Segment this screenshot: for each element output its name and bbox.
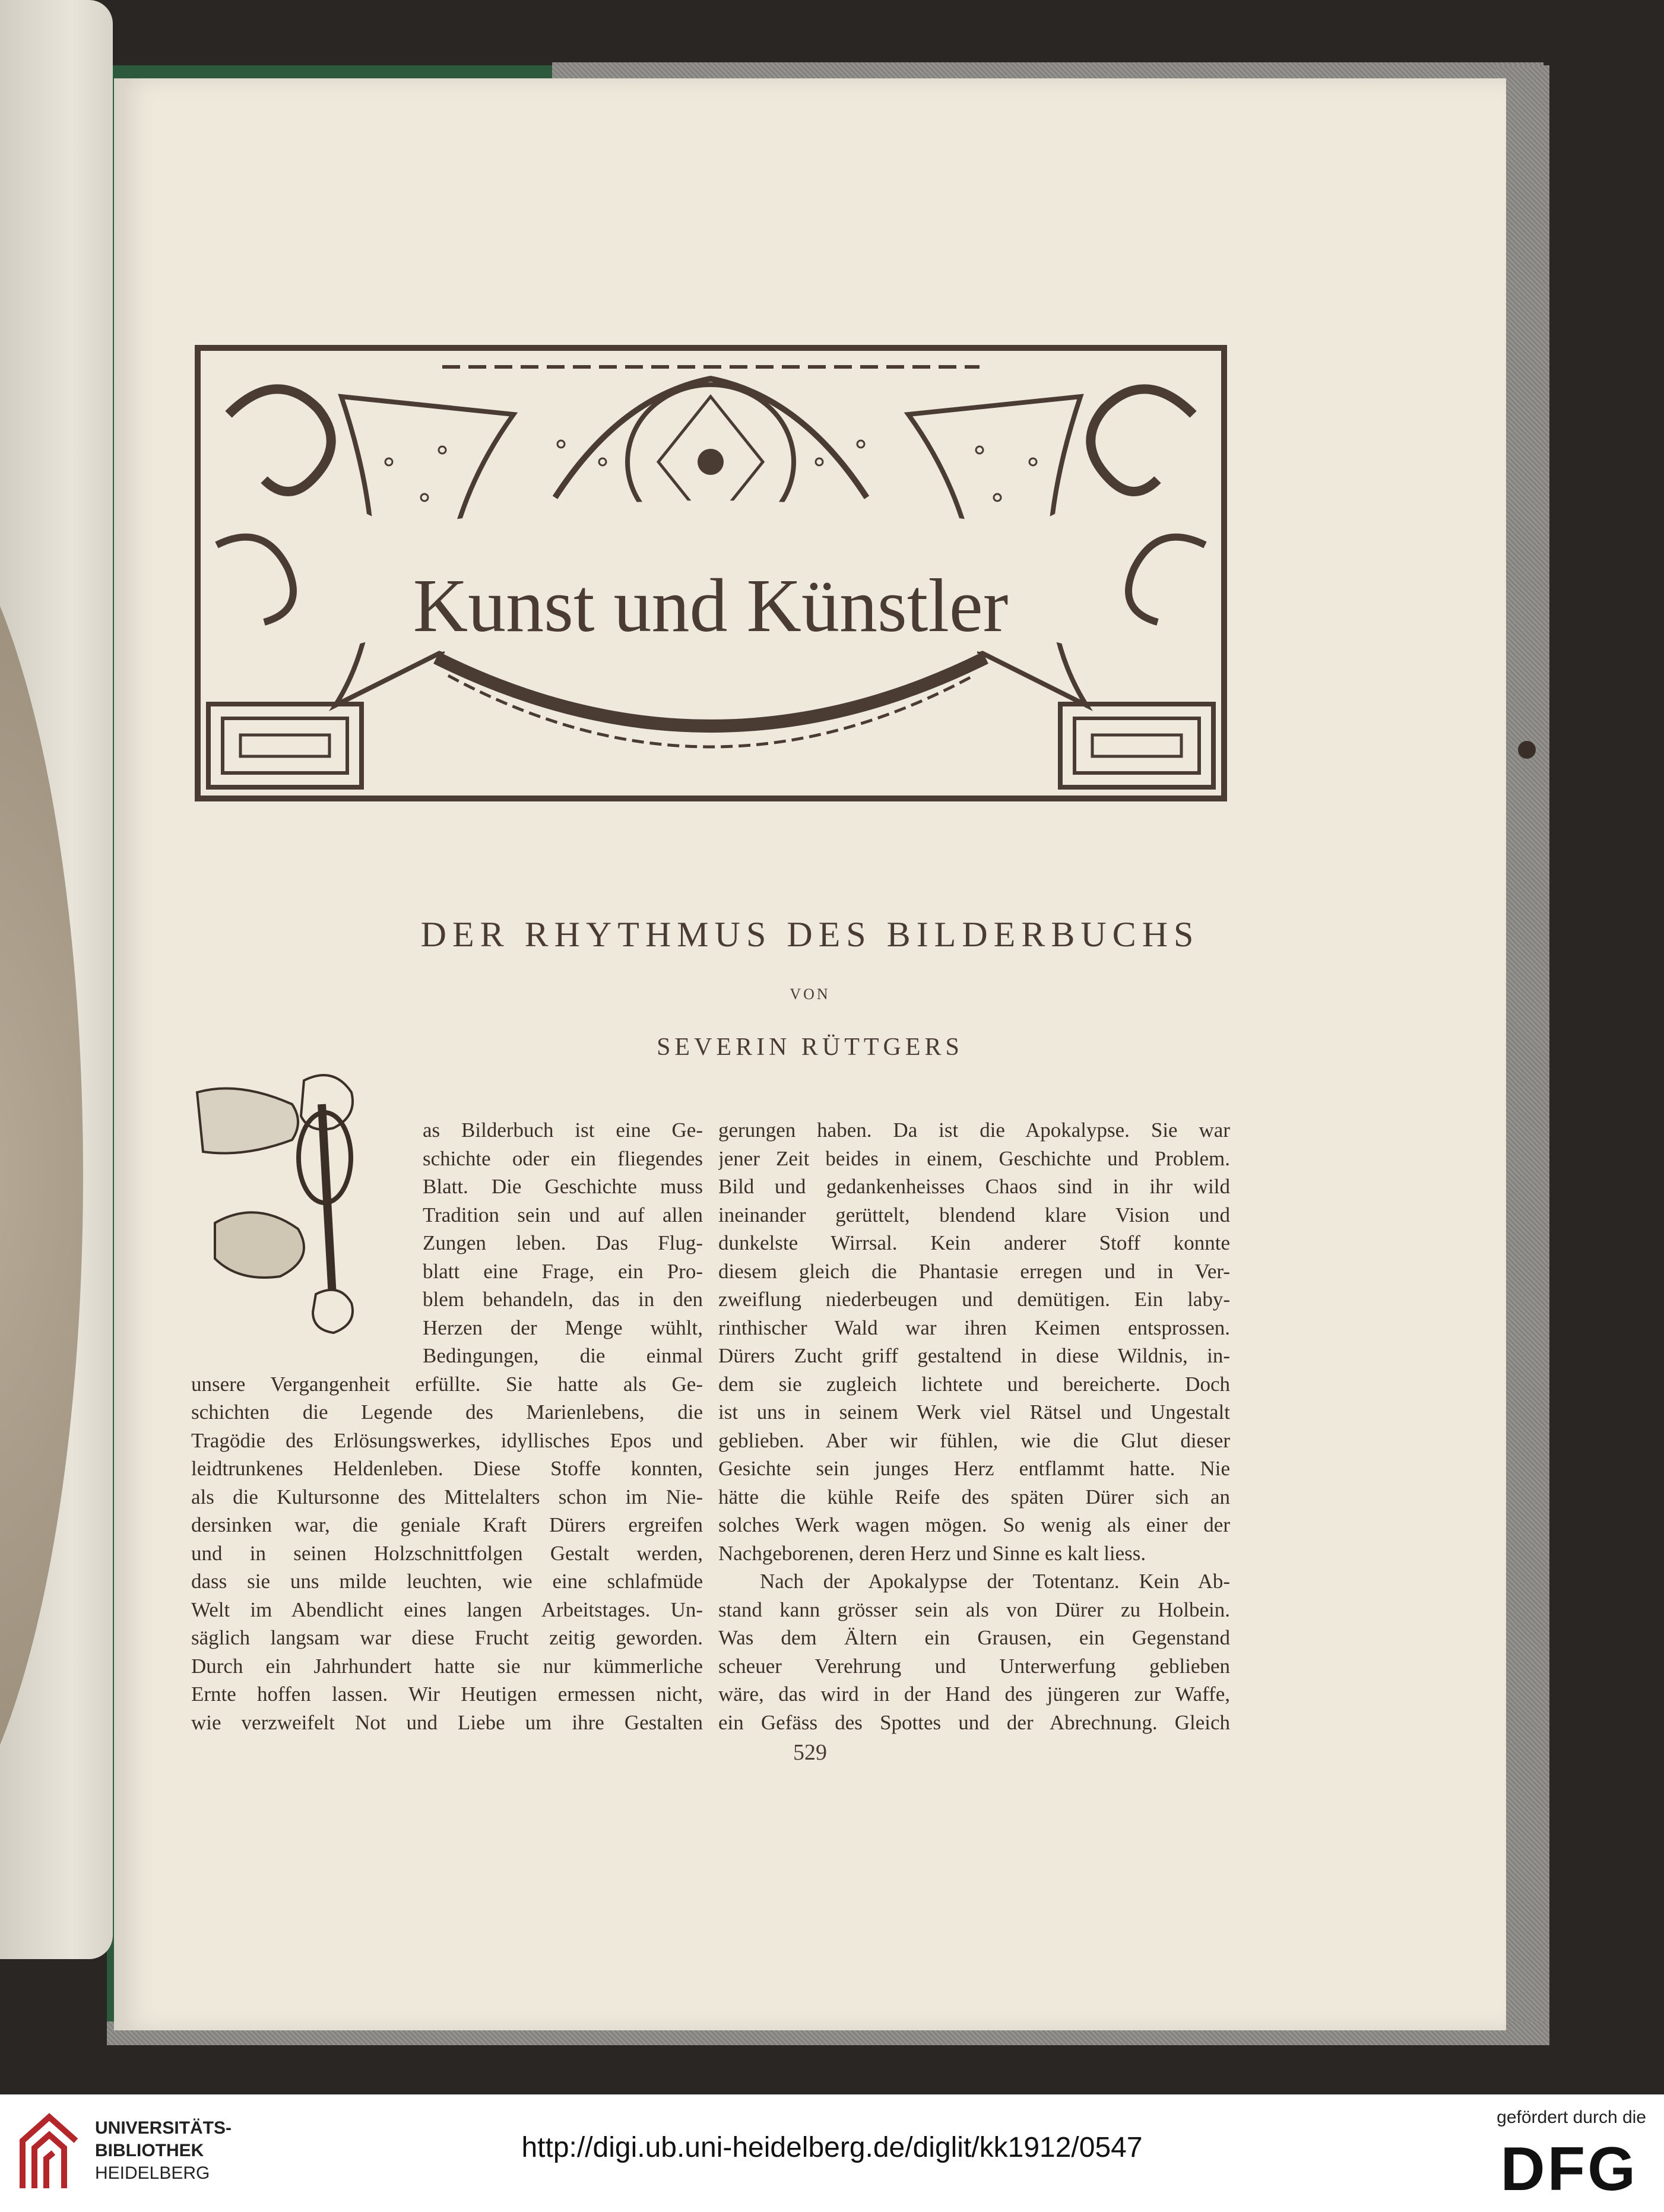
text-line: wie verzweifelt Not und Liebe um ihre Gestalten: [191, 1710, 703, 1734]
text-line: Ernte hoffen lassen. Wir Heutigen ermessen nicht,: [191, 1682, 703, 1706]
text-line: säglich langsam war diese Frucht zeitig geworden.: [191, 1626, 703, 1649]
text-line: wäre, das wird in der Hand des jüngeren zur Waffe,: [718, 1682, 1230, 1706]
permalink-url[interactable]: http://digi.ub.uni-heidelberg.de/diglit/kk1912/0547: [521, 2132, 1143, 2163]
text-line: scheuer Verehrung und Unterwerfung geblieben: [718, 1654, 1230, 1678]
text-line: Nach der Apokalypse der Totentanz. Kein Ab-: [760, 1570, 1230, 1593]
library-name-line1: UNIVERSITÄTS-: [95, 2118, 232, 2138]
text-line: rinthischer Wald war ihren Keimen entsprossen.: [718, 1316, 1230, 1339]
article-column-left: [191, 1116, 703, 1736]
text-line: as Bilderbuch ist eine Ge-: [423, 1118, 703, 1142]
text-line: Durch ein Jahrhundert hatte sie nur kümmerliche: [191, 1654, 703, 1678]
text-line: schichte oder ein fliegendes: [423, 1146, 703, 1170]
article-byline-von: VON: [790, 985, 831, 1003]
text-line: blem behandeln, das in den: [423, 1288, 703, 1311]
funding-label: gefördert durch die: [1497, 2108, 1646, 2127]
facing-page: [0, 0, 113, 1959]
article-author: SEVERIN RÜTTGERS: [657, 1034, 963, 1061]
text-line: Welt im Abendlicht eines langen Arbeitstages. Un-: [191, 1598, 703, 1621]
text-line: Tragödie des Erlösungswerkes, idyllisches Epos und: [191, 1428, 703, 1452]
text-line: Blatt. Die Geschichte muss: [423, 1175, 703, 1198]
text-line: Nachgeborenen, deren Herz und Sinne es kalt liess.: [718, 1541, 1146, 1565]
facing-page-oval-image: [0, 487, 83, 1864]
text-line: hätte die kühle Reife des späten Dürer sich an: [718, 1485, 1230, 1509]
text-line: geblieben. Aber wir fühlen, wie die Glut dieser: [718, 1428, 1230, 1452]
text-line: Bild und gedankenheisses Chaos sind in ihr wild: [718, 1175, 1230, 1198]
library-name-line3: HEIDELBERG: [95, 2163, 210, 2183]
footer-bar: [0, 2094, 1664, 2212]
text-line: schichten die Legende des Marienlebens, die: [191, 1400, 703, 1424]
text-line: blatt eine Frage, ein Pro-: [423, 1259, 703, 1283]
article-column-right: [718, 1116, 1230, 1736]
article-title: DER RHYTHMUS DES BILDERBUCHS: [420, 915, 1200, 954]
dfg-logo: DFG: [1500, 2135, 1638, 2204]
text-line: stand kann grösser sein als von Dürer zu Holbein.: [718, 1598, 1230, 1621]
text-line: dass sie uns milde leuchten, wie eine schlafmüde: [191, 1570, 703, 1593]
text-line: ein Gefäss des Spottes und der Abrechnung. Gleich: [718, 1710, 1230, 1734]
text-line: dunkelste Wirrsal. Kein anderer Stoff konnte: [718, 1231, 1230, 1254]
text-line: und in seinen Holzschnittfolgen Gestalt werden,: [191, 1541, 703, 1565]
text-line: dem sie zugleich lichtete und bereicherte. Doch: [718, 1372, 1230, 1396]
text-line: Dürers Zucht griff gestaltend in diese Wildnis, in-: [718, 1344, 1230, 1367]
text-line: diesem gleich die Phantasie erregen und in Ver-: [718, 1259, 1230, 1283]
page-number: 529: [793, 1740, 827, 1765]
ornament-title: Kunst und Künstler: [413, 563, 1009, 648]
library-name-line2: BIBLIOTHEK: [95, 2141, 204, 2160]
text-line: jener Zeit beides in einem, Geschichte und Problem.: [718, 1146, 1230, 1170]
text-line: Zungen leben. Das Flug-: [423, 1231, 703, 1254]
header-ornament: [193, 343, 1229, 803]
text-line: solches Werk wagen mögen. So wenig als einer der: [718, 1513, 1230, 1536]
text-line: als die Kultursonne des Mittelalters schon im Nie-: [191, 1485, 703, 1509]
text-line: gerungen haben. Da ist die Apokalypse. Sie war: [718, 1118, 1230, 1142]
text-line: Herzen der Menge wühlt,: [423, 1316, 703, 1339]
text-line: unsere Vergangenheit erfüllte. Sie hatte als Ge-: [191, 1372, 703, 1396]
text-line: leidtrunkenes Heldenleben. Diese Stoffe konnten,: [191, 1457, 703, 1480]
text-line: Was dem Ältern ein Grausen, ein Gegenstand: [718, 1626, 1230, 1649]
text-line: Bedingungen, die einmal: [423, 1344, 703, 1367]
text-line: dersinken war, die geniale Kraft Dürers ergreifen: [191, 1513, 703, 1536]
text-line: Tradition sein und auf allen: [423, 1203, 703, 1227]
text-line: ineinander gerüttelt, blendend klare Vision und: [718, 1203, 1230, 1227]
text-line: Gesichte sein junges Herz entflammt hatte. Nie: [718, 1457, 1230, 1480]
text-line: ist uns in seinem Werk viel Rätsel und Ungestalt: [718, 1400, 1230, 1424]
clasp-icon: [1518, 741, 1536, 759]
text-line: zweiflung niederbeugen und demütigen. Ein laby-: [718, 1288, 1230, 1311]
